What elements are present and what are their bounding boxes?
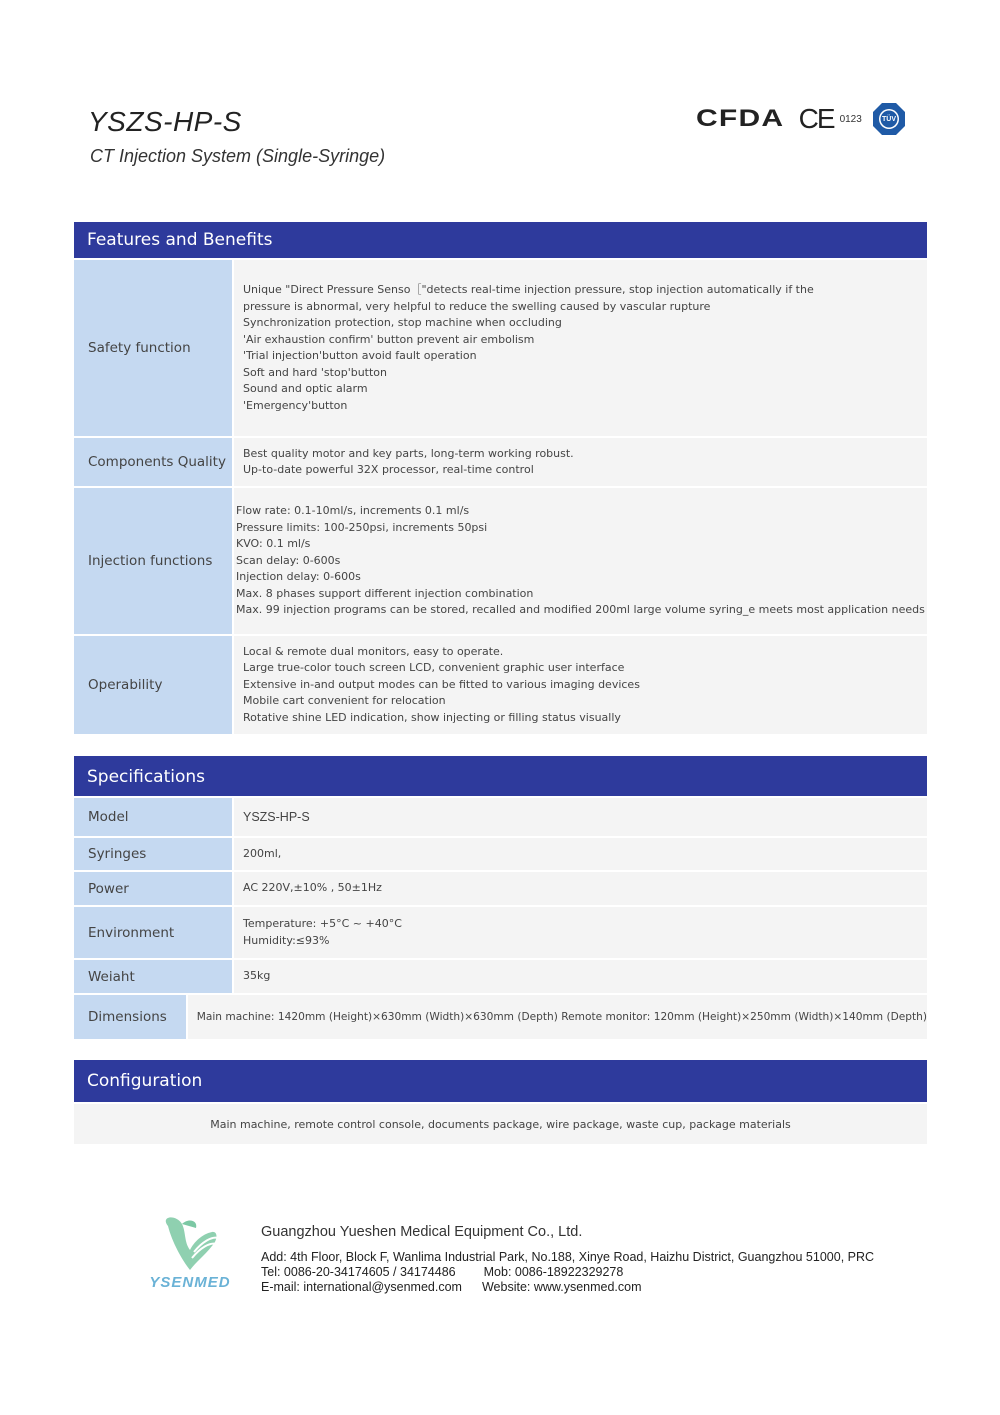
feature-line: Mobile cart convenient for relocation bbox=[243, 694, 446, 708]
feature-label: Injection functions bbox=[74, 488, 232, 634]
ce-mark-logo: CE bbox=[798, 103, 834, 134]
spec-row-dimensions bbox=[74, 993, 927, 1039]
feature-line: Unique "Direct Pressure Senso［"detects real-time injection pressure, stop injection automatically if the bbox=[243, 283, 814, 296]
spec-label: Dimensions bbox=[74, 995, 186, 1039]
spec-label: Environment bbox=[74, 907, 232, 958]
specifications-heading: Specifications bbox=[74, 756, 927, 796]
feature-line: Extensive in-and output modes can be fitted to various imaging devices bbox=[243, 677, 640, 691]
spec-value bbox=[232, 798, 927, 836]
spec-line: 200ml, bbox=[243, 846, 282, 860]
spec-row-weight bbox=[74, 958, 927, 993]
spec-line: Humidity:≤93% bbox=[243, 933, 330, 947]
feature-line: pressure is abnormal, very helpful to reduce the swelling caused by vascular rupture bbox=[243, 299, 711, 313]
feature-value bbox=[232, 636, 927, 734]
configuration-text: Main machine, remote control console, documents package, wire package, waste cup, package materials bbox=[74, 1104, 927, 1144]
spec-value bbox=[232, 907, 927, 958]
company-name: Guangzhou Yueshen Medical Equipment Co., Ltd. bbox=[261, 1224, 583, 1240]
spec-label: Syringes bbox=[74, 838, 232, 870]
company-email[interactable]: E-mail: international@ysenmed.com bbox=[261, 1280, 462, 1294]
feature-line: 'Emergency'button bbox=[243, 398, 348, 412]
ce-notified-body-number: 0123 bbox=[839, 113, 862, 125]
feature-line: Rotative shine LED indication, show injecting or filling status visually bbox=[243, 710, 621, 724]
spec-row-environment bbox=[74, 905, 927, 958]
contact-info bbox=[261, 1250, 874, 1295]
feature-line: Sound and optic alarm bbox=[243, 382, 368, 395]
company-website[interactable]: Website: www.ysenmed.com bbox=[481, 1280, 642, 1294]
feature-label: Safety function bbox=[74, 260, 232, 436]
feature-value bbox=[232, 438, 927, 486]
specifications-section bbox=[74, 756, 927, 1039]
feature-line: 'Trial injection'button avoid fault operation bbox=[243, 349, 477, 362]
feature-line: Up-to-date powerful 32X processor, real-time control bbox=[243, 463, 534, 476]
tuv-logo-text: TÜV bbox=[881, 116, 896, 123]
spec-line: AC 220V,±10% , 50±1Hz bbox=[243, 881, 382, 895]
features-section bbox=[74, 222, 927, 734]
feature-line: Flow rate: 0.1-10ml/s, increments 0.1 ml/s bbox=[236, 504, 470, 518]
spec-line: 35kg bbox=[243, 969, 271, 983]
feature-line: KVO: 0.1 ml/s bbox=[236, 537, 311, 551]
company-telephone: Tel: 0086-20-34174605 / 34174486 bbox=[261, 1265, 456, 1279]
cfda-logo: CFDA bbox=[696, 105, 785, 132]
configuration-section bbox=[74, 1060, 927, 1144]
feature-line: Synchronization protection, stop machine when occluding bbox=[243, 316, 562, 329]
spec-value bbox=[186, 995, 927, 1039]
spec-value bbox=[232, 872, 927, 905]
feature-line: Pressure limits: 100-250psi, increments 50psi bbox=[236, 520, 488, 534]
spec-label: Power bbox=[74, 872, 232, 905]
spec-label: Model bbox=[74, 798, 232, 836]
product-subtitle: CT Injection System (Single-Syringe) bbox=[90, 146, 386, 166]
ysenmed-brand-text: YSENMED bbox=[149, 1274, 231, 1291]
spec-row-syringes bbox=[74, 836, 927, 870]
configuration-heading: Configuration bbox=[74, 1060, 927, 1102]
feature-label: Components Quality bbox=[74, 438, 232, 486]
certification-logos bbox=[696, 100, 906, 138]
company-mobile: Mob: 0086-18922329278 bbox=[483, 1265, 624, 1279]
spec-row-model bbox=[74, 796, 927, 836]
feature-value bbox=[232, 260, 927, 436]
feature-value bbox=[232, 488, 927, 634]
feature-line: Max. 99 injection programs can be stored, recalled and modified 200ml large volume syring_e meets most application needs bbox=[236, 603, 925, 617]
spec-line: YSZS-HP-S bbox=[243, 809, 310, 824]
feature-line: Scan delay: 0-600s bbox=[236, 553, 341, 567]
spec-value bbox=[232, 960, 927, 993]
ysenmed-logo bbox=[138, 1212, 242, 1308]
spec-line: Temperature: +5°C ~ +40°C bbox=[243, 917, 402, 930]
feature-line: Injection delay: 0-600s bbox=[236, 570, 361, 584]
feature-line: Soft and hard 'stop'button bbox=[243, 365, 387, 379]
feature-row-operability bbox=[74, 634, 927, 734]
feature-line: Local & remote dual monitors, easy to operate. bbox=[243, 644, 504, 658]
spec-value bbox=[232, 838, 927, 870]
tuv-logo-icon bbox=[872, 102, 906, 136]
spec-row-power bbox=[74, 870, 927, 905]
product-model-title: YSZS-HP-S bbox=[88, 106, 242, 137]
features-heading: Features and Benefits bbox=[74, 222, 927, 258]
feature-row-components bbox=[74, 436, 927, 486]
spec-line: Main machine: 1420mm (Height)×630mm (Width)×630mm (Depth) Remote monitor: 120mm (Height)×250mm (Width)×140mm (Depth) bbox=[196, 1010, 927, 1023]
ysenmed-leaf-heart-icon bbox=[138, 1212, 242, 1276]
company-address: Add: 4th Floor, Block F, Wanlima Industrial Park, No.188, Xinye Road, Haizhu District, Guangzhou 51000, PRC bbox=[261, 1250, 875, 1264]
feature-line: Best quality motor and key parts, long-term working robust. bbox=[243, 446, 574, 460]
feature-row-injection bbox=[74, 486, 927, 634]
feature-line: Large true-color touch screen LCD, convenient graphic user interface bbox=[243, 661, 625, 675]
feature-line: Max. 8 phases support different injection combination bbox=[236, 586, 534, 600]
feature-line: 'Air exhaustion confirm' button prevent air embolism bbox=[243, 332, 535, 346]
feature-label: Operability bbox=[74, 636, 232, 734]
feature-row-safety bbox=[74, 258, 927, 436]
spec-label: Weiaht bbox=[74, 960, 232, 993]
